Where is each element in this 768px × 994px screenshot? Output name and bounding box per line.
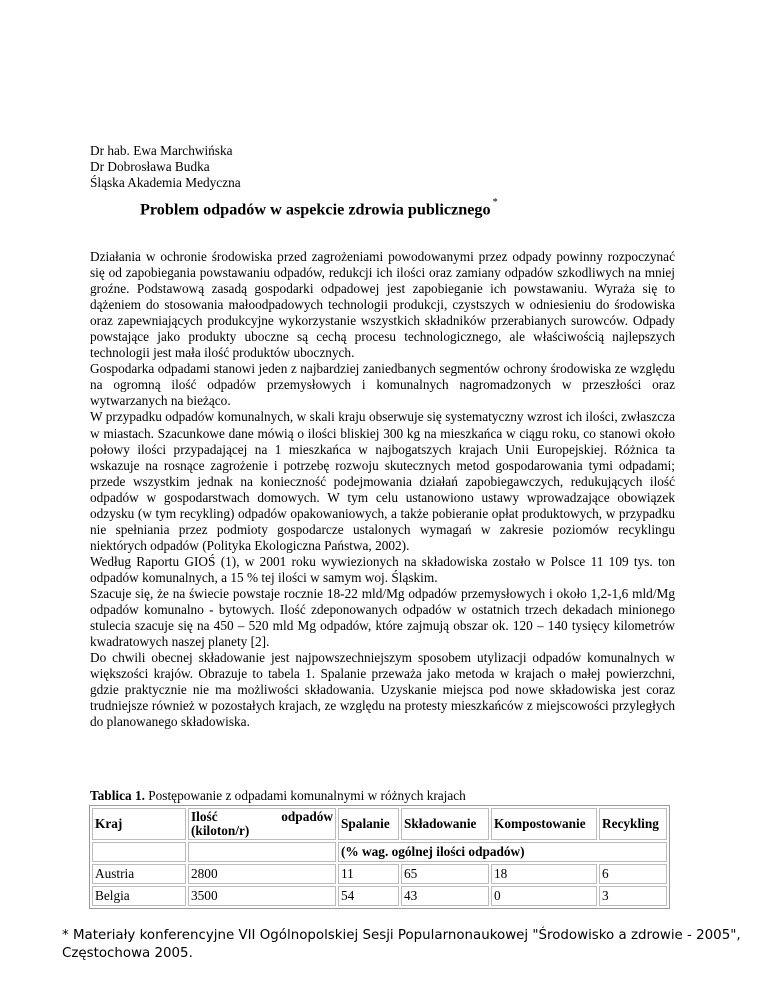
author-name: Dr Dobrosława Budka (90, 159, 210, 175)
paper-title-text: Problem odpadów w aspekcie zdrowia publicznego (140, 200, 491, 219)
header-ilosc (188, 808, 336, 840)
table-cell: 6 (599, 864, 667, 884)
header-kompostowanie: Kompostowanie (491, 808, 597, 840)
table-caption (90, 788, 466, 804)
header-ilosc-word2: odpadów (281, 809, 333, 824)
author-name: Dr hab. Ewa Marchwińska (90, 143, 233, 158)
table-caption-label: Tablica 1. (90, 788, 145, 803)
paper-title (140, 197, 498, 219)
header-ilosc-unit: (kiloton/r) (191, 823, 250, 838)
table-cell: 2800 (188, 864, 336, 884)
table-cell (92, 842, 186, 862)
table-caption-text: Postępowanie z odpadami komunalnymi w różnych krajach (144, 788, 466, 803)
header-recykling: Recykling (599, 808, 667, 840)
title-footnote-marker: * (492, 197, 498, 208)
header-skladowanie: Składowanie (401, 808, 489, 840)
table-cell: 43 (401, 886, 489, 906)
header-kraj: Kraj (92, 808, 186, 840)
header-spalanie: Spalanie (338, 808, 399, 840)
footnote: * Materiały konferencyjne VII Ogólnopolskiej Sesji Popularnonaukowej "Środowisko a zdrowie - 2005", Częstochowa 2005. (62, 928, 741, 961)
table-header-row (92, 808, 667, 840)
paragraph: Według Raportu GIOŚ (1), w 2001 roku wywiezionych na składowiska zostało w Polsce 11 109 tys. ton odpadów komunalnych, a 15 % tej ilości w samym woj. Śląskim. (90, 553, 675, 585)
body-text (90, 249, 675, 730)
table-cell: Belgia (92, 886, 186, 906)
paragraph: Do chwili obecnej składowanie jest najpowszechniejszym sposobem utylizacji odpadów komunalnych w większości krajów. Obrazuje to tabela 1. Spalanie przeważa jako metoda w krajach o małej powierzchni, gdzie praktycznie nie ma możliwości składowania. Uzyskanie miejsca pod nowe składowiska jest coraz trudniejsze również w pozostałych krajach, ze względu na protesty mieszkańców z miejscowości przyległych do planowanego składowiska. (90, 650, 675, 730)
table-unit-row (92, 842, 667, 862)
table-cell: 65 (401, 864, 489, 884)
paragraph: W przypadku odpadów komunalnych, w skali kraju obserwuje się systematyczny wzrost ich ilości, zwłaszcza w miastach. Szacunkowe dane mówią o ilości bliskiej 300 kg na mieszkańca w ciągu roku, co stanowi około połowy ilości przypadającej na 1 mieszkańca w najbogatszych krajach Unii Europejskiej. Różnica ta wskazuje na rosnące zagrożenie i potrzebę rozwoju skutecznych metod gospodarowania tymi odpadami; przede wszystkim jednak na konieczność podejmowania działań zapobiegawczych, redukujących ilość odpadów w gospodarstwach domowych. W tym celu ustanowiono ustawy wprowadzające obowiązek odzysku (w tym recykling) odpadów opakowaniowych, a także pobieranie opłat produktowych, w przypadku nie spełniania przez podmioty gospodarcze ustalonych wymagań w zakresie poziomów recyklingu niektórych odpadów (Polityka Ekologiczna Państwa, 2002). (90, 409, 675, 553)
table-cell: 3500 (188, 886, 336, 906)
paragraph: Szacuje się, że na świecie powstaje rocznie 18-22 mld/Mg odpadów przemysłowych i około 1,2-1,6 mld/Mg odpadów komunalno - bytowych. Ilość zdeponowanych odpadów w ostatnich trzech dekadach minionego stulecia szacuje się na 450 – 520 mld Mg odpadów, które zajmują obszar ok. 120 – 140 tysięcy kilometrów kwadratowych naszej planety [2]. (90, 585, 675, 650)
table-cell: 0 (491, 886, 597, 906)
table-cell: 54 (338, 886, 399, 906)
table-cell: Austria (92, 864, 186, 884)
table-cell: 11 (338, 864, 399, 884)
waste-table (89, 805, 670, 909)
table-cell (188, 842, 336, 862)
paragraph: Gospodarka odpadami stanowi jeden z najbardziej zaniedbanych segmentów ochrony środowiska ze względu na ogromną ilość odpadów przemysłowych i komunalnych nagromadzonych w przeszłości oraz wytwarzanych na bieżąco. (90, 361, 675, 409)
author-affiliation: Śląska Akademia Medyczna (90, 175, 241, 191)
table-cell: 3 (599, 886, 667, 906)
table-row (92, 886, 667, 906)
table-row (92, 864, 667, 884)
paragraph: Działania w ochronie środowiska przed zagrożeniami powodowanymi przez odpady powinny rozpoczynać się od zapobiegania powstawaniu odpadów, redukcji ich ilości oraz zamiany odpadów szkodliwych na mniej groźne. Podstawową zasadą gospodarki odpadowej jest zapobieganie ich powstawaniu. Wyraża się to dążeniem do stosowania małoodpadowych technologii produkcji, czystszych w odniesieniu do środowiska oraz zapewniających produkcyjne wykorzystanie wszystkich składników przerabianych surowców. Odpady powstające jako produkty uboczne są cechą procesu technologicznego, ale właściwością najlepszych technologii jest mała ilość produktów ubocznych. (90, 249, 675, 361)
header-ilosc-word1: Ilość (191, 809, 218, 824)
table-cell: 18 (491, 864, 597, 884)
unit-row-cell: (% wag. ogólnej ilości odpadów) (338, 842, 667, 862)
author-block (90, 143, 241, 192)
